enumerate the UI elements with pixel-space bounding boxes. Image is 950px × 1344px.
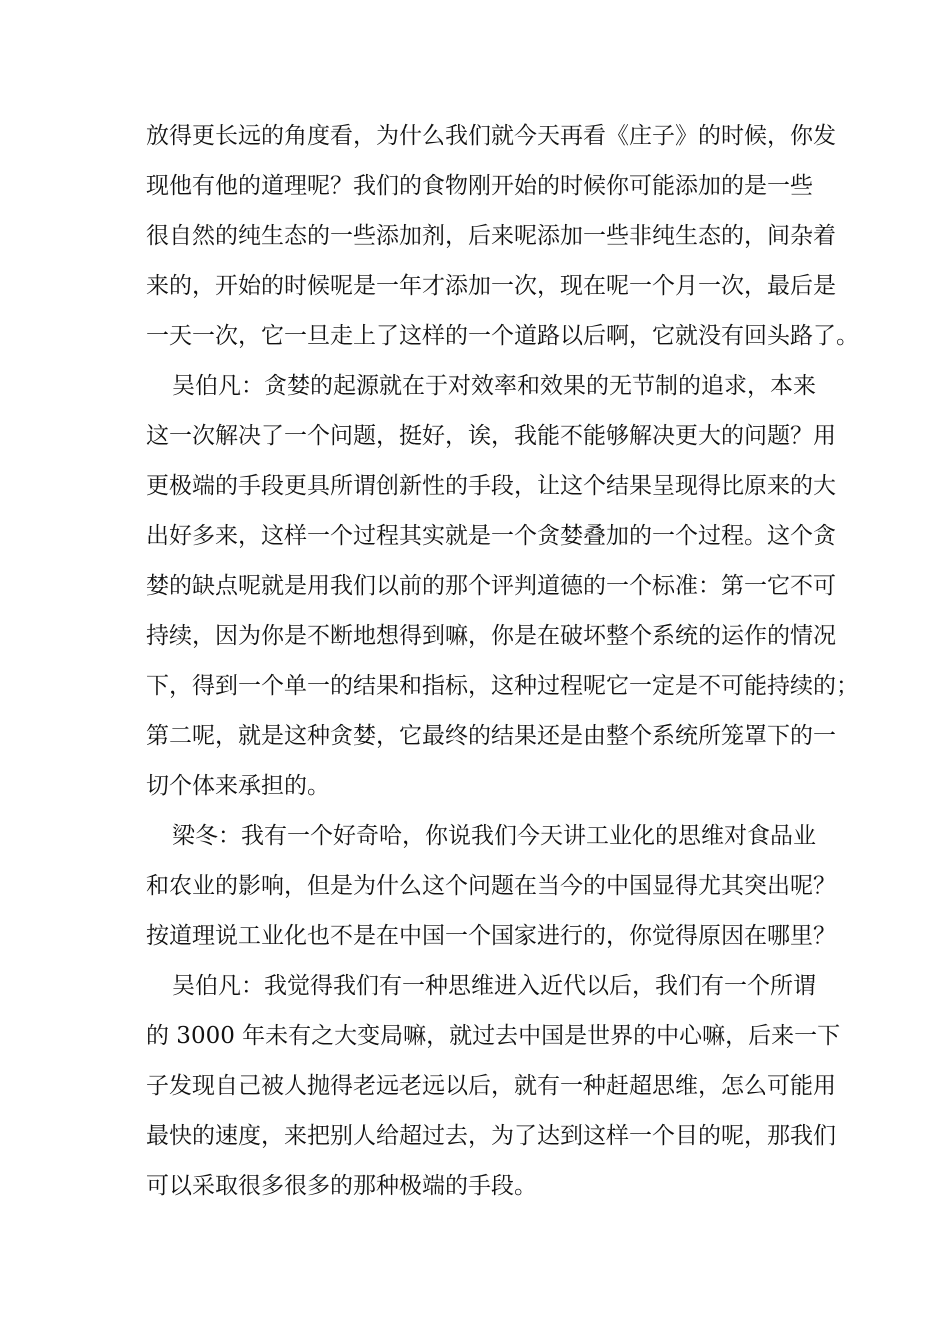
- text-line: 婪的缺点呢就是用我们以前的那个评判道德的一个标准：第一它不可: [146, 573, 836, 599]
- text-line: 切个体来承担的。: [146, 773, 330, 799]
- text-line: 这一次解决了一个问题，挺好，诶，我能不能够解决更大的问题？用: [146, 423, 836, 449]
- text-line: 梁冬：我有一个好奇哈，你说我们今天讲工业化的思维对食品业: [172, 823, 816, 849]
- text-line: 更极端的手段更具所谓创新性的手段，让这个结果呈现得比原来的大: [146, 473, 836, 499]
- text-line: 下，得到一个单一的结果和指标，这种过程呢它一定是不可能持续的；: [146, 673, 859, 699]
- text-line: 很自然的纯生态的一些添加剂，后来呢添加一些非纯生态的，间杂着: [146, 223, 836, 249]
- text-line: 可以采取很多很多的那种极端的手段。: [146, 1173, 537, 1199]
- text-line: 和农业的影响，但是为什么这个问题在当今的中国显得尤其突出呢？: [146, 873, 836, 899]
- text-line: 出好多来，这样一个过程其实就是一个贪婪叠加的一个过程。这个贪: [146, 523, 836, 549]
- text-line: 持续，因为你是不断地想得到嘛，你是在破坏整个系统的运作的情况: [146, 623, 836, 649]
- text-line: 按道理说工业化也不是在中国一个国家进行的，你觉得原因在哪里？: [146, 923, 836, 949]
- text-line: 来的，开始的时候呢是一年才添加一次，现在呢一个月一次，最后是: [146, 273, 836, 299]
- text-line: 放得更长远的角度看，为什么我们就今天再看《庄子》的时候，你发: [146, 123, 836, 149]
- text-line: 的 3000 年未有之大变局嘛，就过去中国是世界的中心嘛，后来一下: [146, 1023, 841, 1049]
- text-line: 吴伯凡：贪婪的起源就在于对效率和效果的无节制的追求，本来: [172, 373, 816, 399]
- text-line: 子发现自己被人抛得老远老远以后，就有一种赶超思维，怎么可能用: [146, 1073, 836, 1099]
- text-line: 一天一次，它一旦走上了这样的一个道路以后啊，它就没有回头路了。: [146, 323, 859, 349]
- text-line: 吴伯凡：我觉得我们有一种思维进入近代以后，我们有一个所谓: [172, 973, 816, 999]
- text-line: 现他有他的道理呢？我们的食物刚开始的时候你可能添加的是一些: [146, 173, 813, 199]
- text-line: 第二呢，就是这种贪婪，它最终的结果还是由整个系统所笼罩下的一: [146, 723, 836, 749]
- text-line: 最快的速度，来把别人给超过去，为了达到这样一个目的呢，那我们: [146, 1123, 836, 1149]
